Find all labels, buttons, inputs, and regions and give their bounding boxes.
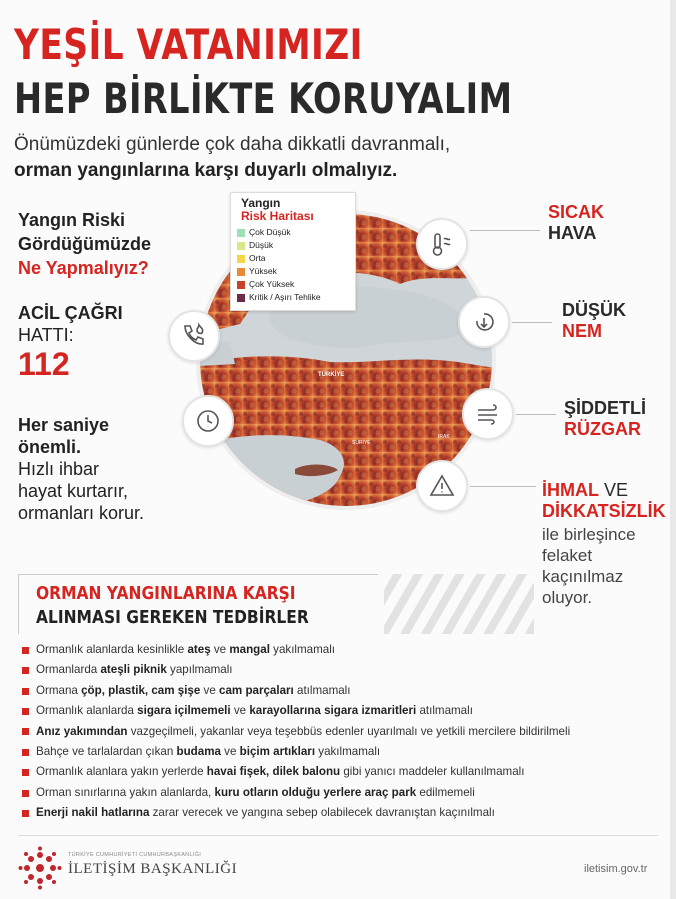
strong-wind-label bbox=[564, 398, 646, 440]
measure-text-segment: kuru otların olduğu yerlere araç park bbox=[214, 785, 417, 799]
subtitle-line2: orman yangınlarına karşı duyarlı olmalıyız. bbox=[14, 160, 398, 181]
wind-icon bbox=[462, 388, 514, 440]
measure-text-segment: Orman sınırlarına yakın alanlarda, bbox=[36, 785, 215, 799]
map-label-turkiye: TÜRKİYE bbox=[318, 372, 345, 378]
measure-text bbox=[36, 762, 524, 782]
measure-text-segment: ve bbox=[230, 704, 250, 718]
emergency-block bbox=[18, 302, 123, 382]
measure-item bbox=[22, 783, 662, 803]
measure-item bbox=[22, 660, 662, 680]
connector-line bbox=[470, 230, 540, 231]
measure-text-segment: yapılmamalı bbox=[166, 663, 233, 677]
legend-row bbox=[237, 265, 349, 278]
and-word: VE bbox=[599, 480, 629, 500]
measure-text-segment: atılmamalı bbox=[416, 704, 473, 718]
note-line4: oluyor. bbox=[542, 588, 593, 607]
saniye-line1: Her saniye bbox=[18, 415, 110, 435]
measure-item bbox=[22, 762, 662, 782]
measure-item bbox=[22, 701, 662, 721]
measure-text-segment: sigara içilmemeli bbox=[137, 704, 231, 718]
disaster-note bbox=[542, 524, 636, 608]
low-humidity-label bbox=[562, 300, 626, 342]
warning-icon bbox=[416, 460, 468, 512]
measure-text-segment: Ormana bbox=[36, 683, 82, 697]
measure-text-segment: zarar verecek ve yangına sebep olabilecek davranıştan kaçınılmalı bbox=[149, 806, 495, 820]
measure-text-segment: Anız yakımından bbox=[36, 724, 128, 738]
bullet-square-icon bbox=[22, 790, 29, 797]
subtitle-line1: Önümüzdeki günlerde çok daha dikkatli davranmalı, bbox=[14, 134, 451, 155]
negligence-word: İHMAL bbox=[542, 480, 599, 500]
measure-text-segment: edilmemeli bbox=[416, 785, 475, 799]
measure-text bbox=[36, 681, 350, 701]
bullet-square-icon bbox=[22, 688, 29, 695]
measure-text-segment: ateşli piknik bbox=[100, 663, 167, 677]
measure-text-segment: ateş bbox=[187, 643, 211, 656]
legend-row bbox=[237, 226, 349, 239]
measure-text-segment: Bahçe ve tarlalardan çıkan bbox=[36, 745, 177, 759]
map-label-irak: IRAK bbox=[438, 434, 450, 440]
measure-text-segment: atılmamalı bbox=[293, 683, 351, 697]
legend-title1: Yangın bbox=[241, 196, 281, 210]
measure-text-segment: yakılmamalı bbox=[315, 745, 381, 759]
emergency-number: 112 bbox=[18, 346, 70, 382]
thermometer-icon bbox=[416, 218, 468, 270]
negligence-label bbox=[542, 480, 666, 522]
bullet-square-icon bbox=[22, 728, 29, 735]
connector-line bbox=[512, 322, 552, 323]
carelessness-word: DİKKATSİZLİK bbox=[542, 501, 666, 521]
bullet-square-icon bbox=[22, 769, 29, 776]
question-line1: Yangın Riski bbox=[18, 210, 126, 230]
legend-row bbox=[237, 252, 349, 265]
note-line2: felaket bbox=[542, 546, 593, 565]
note-line1: ile birleşince bbox=[542, 525, 636, 544]
legend-row bbox=[237, 239, 349, 252]
presidency-small-text: TÜRKİYE CUMHURİYETİ CUMHURBAŞKANLIĞI bbox=[68, 852, 202, 858]
measure-text-segment: Ormanlık alanlarda kesinlikle bbox=[36, 643, 188, 656]
measure-text-segment: ve bbox=[200, 683, 220, 697]
measure-text-segment: vazgeçilmeli, yakanlar veya teşebbüs edenler uyarılmalı ve yetkili mercilere bildirilmeli bbox=[127, 724, 571, 738]
humidity-label-line1: DÜŞÜK bbox=[562, 300, 627, 320]
bullet-square-icon bbox=[22, 749, 29, 756]
measure-item bbox=[22, 803, 662, 823]
question-line2: Gördüğümüzde bbox=[18, 234, 151, 254]
hot-label-line1: SICAK bbox=[548, 202, 605, 222]
bullet-square-icon bbox=[22, 667, 29, 674]
measure-text-segment: mangal bbox=[229, 643, 270, 656]
legend-swatch bbox=[237, 294, 245, 302]
connector-line bbox=[470, 486, 536, 487]
wind-label-line2: RÜZGAR bbox=[564, 419, 641, 439]
measure-text-segment: gibi yanıcı maddeler kullanılmamalı bbox=[340, 765, 525, 779]
measure-text-segment: çöp, plastik, cam şişe bbox=[81, 683, 201, 697]
org-name: İLETİŞİM BAŞKANLIĞI bbox=[68, 861, 238, 877]
measure-text-segment: ve bbox=[210, 643, 230, 656]
legend-swatch bbox=[237, 255, 245, 263]
saniye-line3: Hızlı ihbar bbox=[18, 459, 100, 479]
legend-swatch bbox=[237, 268, 245, 276]
legend-label: Düşük bbox=[249, 240, 274, 250]
legend-swatch bbox=[237, 281, 245, 289]
measure-text-segment: Ormanlık alanlarda bbox=[36, 704, 138, 718]
saniye-line4: hayat kurtarır, bbox=[18, 481, 129, 501]
measure-item bbox=[22, 722, 662, 742]
bullet-square-icon bbox=[22, 647, 29, 654]
clock-icon bbox=[182, 395, 234, 447]
measures-list bbox=[22, 640, 662, 824]
measure-item bbox=[22, 742, 662, 762]
measure-text-segment: yakılmamalı bbox=[269, 643, 336, 656]
risk-legend bbox=[230, 192, 356, 311]
legend-row bbox=[237, 278, 349, 291]
measure-text-segment: biçim artıkları bbox=[239, 745, 316, 759]
footer-divider bbox=[18, 835, 658, 836]
legend-swatch bbox=[237, 242, 245, 250]
presidency-logo bbox=[18, 846, 62, 890]
measure-text-segment: Enerji nakil hatlarına bbox=[36, 806, 150, 820]
measure-text bbox=[36, 803, 495, 823]
humidity-label-line2: NEM bbox=[562, 321, 602, 341]
bullet-square-icon bbox=[22, 810, 29, 817]
measure-text-segment: Ormanlarda bbox=[36, 663, 101, 677]
measure-text-segment: havai fişek, dilek balonu bbox=[206, 765, 341, 779]
saniye-line2: önemli. bbox=[18, 437, 82, 457]
emergency-line2: HATTI: bbox=[18, 325, 74, 345]
measure-text-segment: karayollarına sigara izmaritleri bbox=[249, 704, 417, 718]
measure-item bbox=[22, 681, 662, 701]
website-link[interactable]: iletisim.gov.tr bbox=[584, 863, 648, 875]
legend-row bbox=[237, 291, 349, 304]
legend-label: Çok Düşük bbox=[249, 227, 291, 237]
measure-text bbox=[36, 701, 473, 721]
measure-text-segment: budama bbox=[176, 745, 221, 759]
measures-title-line2: ALINMASI GEREKEN TEDBİRLER bbox=[36, 607, 309, 628]
decorative-stripes bbox=[384, 574, 534, 634]
connector-line bbox=[516, 414, 556, 415]
phone-fire-icon bbox=[168, 310, 220, 362]
measure-text bbox=[36, 640, 335, 660]
hot-label-line2: HAVA bbox=[548, 223, 597, 243]
humidity-icon bbox=[458, 296, 510, 348]
emergency-line1: ACİL ÇAĞRI bbox=[18, 303, 123, 323]
question-block bbox=[18, 208, 151, 280]
legend-swatch bbox=[237, 229, 245, 237]
measure-text bbox=[36, 722, 570, 742]
measure-text-segment: cam parçaları bbox=[219, 683, 294, 697]
bullet-square-icon bbox=[22, 708, 29, 715]
saniye-line5: ormanları korur. bbox=[18, 503, 145, 523]
measure-text-segment: ve bbox=[220, 745, 240, 759]
every-second-block bbox=[18, 414, 144, 524]
title-line2: HEP BİRLİKTE KORUYALIM bbox=[14, 74, 513, 123]
measure-text bbox=[36, 660, 233, 680]
measure-item bbox=[22, 640, 662, 660]
legend-label: Çok Yüksek bbox=[249, 279, 295, 289]
legend-label: Yüksek bbox=[249, 266, 277, 276]
legend-label: Kritik / Aşırı Tehlike bbox=[249, 292, 321, 302]
measure-text-segment: Ormanlık alanlara yakın yerlerde bbox=[36, 765, 207, 779]
measure-text bbox=[36, 742, 380, 762]
legend-label: Orta bbox=[249, 253, 266, 263]
measures-title-line1: ORMAN YANGINLARINA KARŞI bbox=[36, 583, 296, 604]
title-line1: YEŞİL VATANIMIZI bbox=[14, 20, 363, 69]
measure-text bbox=[36, 783, 475, 803]
hot-weather-label bbox=[548, 202, 604, 244]
wind-label-line1: ŞİDDETLİ bbox=[564, 398, 647, 418]
legend-title2: Risk Haritası bbox=[241, 209, 314, 223]
note-line3: kaçınılmaz bbox=[542, 567, 624, 586]
question-line3: Ne Yapmalıyız? bbox=[18, 258, 149, 278]
map-label-suriye: SURİYE bbox=[352, 440, 371, 446]
